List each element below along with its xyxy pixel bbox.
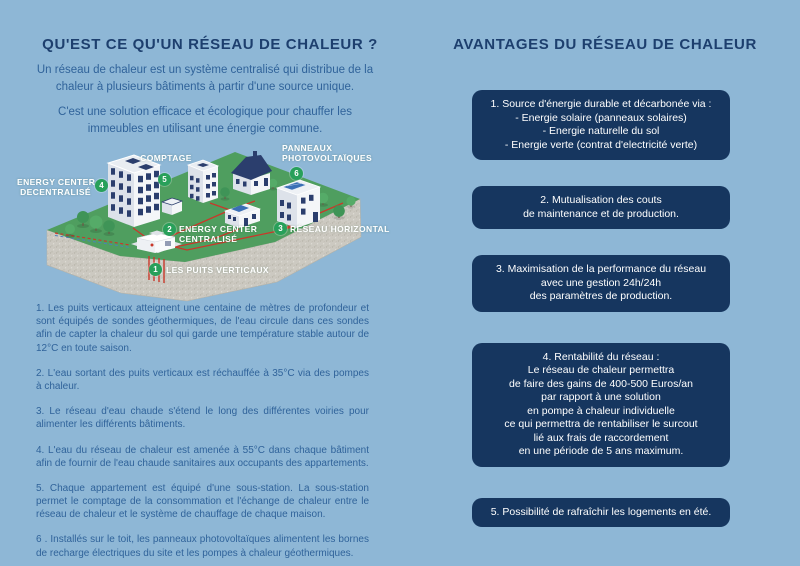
label-number-badge: 4 xyxy=(95,179,108,192)
label-number-badge: 2 xyxy=(163,223,176,236)
advantage-box-2: 2. Mutualisation des couts de maintenance et de production. xyxy=(472,186,730,229)
diagram-label-reseau-horizontal: RÉSEAU HORIZONTAL xyxy=(290,223,390,234)
advantage-box-1: 1. Source d'énergie durable et décarbonée via : - Energie solaire (panneaux solaires) - Energie naturelle du sol - Energie verte (contrat d'electricité verte) xyxy=(472,90,730,160)
numbered-paragraph: 6 . Installés sur le toit, les panneaux photovoltaïques alimentent les bornes de recharge électriques du site et les pompes à chaleur géothermiques. xyxy=(36,534,369,559)
numbered-paragraph: 4. L'eau du réseau de chaleur est amenée à 55°C dans chaque bâtiment afin de fournir de l'eau chaude sanitaires aux occupants des appartements. xyxy=(36,444,369,469)
numbered-paragraph: 5. Chaque appartement est équipé d'une sous-station. La sous-station permet le comptage de la consommation et l'échange de chaleur entre le réseau de chaleur et le système de chauffage de chaque maison. xyxy=(36,482,369,521)
label-number-badge: 1 xyxy=(149,263,162,276)
diagram-label-energy-center-decentralise: ENERGY CENTER DECENTRALISÉ xyxy=(17,177,96,198)
left-panel-title: QU'EST CE QU'UN RÉSEAU DE CHALEUR ? xyxy=(42,36,378,53)
numbered-paragraph: 3. Le réseau d'eau chaude s'étend le long des différentes voiries pour alimenter les différents bâtiments. xyxy=(36,406,369,431)
label-number-badge: 3 xyxy=(274,222,287,235)
intro-paragraph: C'est une solution efficace et écologique pour chauffer les immeubles en utilisant une énergie commune. xyxy=(58,106,352,136)
numbered-paragraph: 2. L'eau sortant des puits verticaux est réchauffée à 35°C via des pompes à chaleur. xyxy=(36,367,369,392)
advantage-boxes xyxy=(472,90,730,527)
district-illustration xyxy=(17,143,415,305)
intro-paragraph: Un réseau de chaleur est un système centralisé qui distribue de la chaleur à plusieurs bâtiments à partir d'une source unique. xyxy=(36,64,374,94)
building-icon xyxy=(108,155,160,227)
building-icon xyxy=(188,160,218,203)
advantage-box-4: 4. Rentabilité du réseau : Le réseau de chaleur permettra de faire des gains de 400-500 Euros/an par rapport à une solution en pompe à chaleur individuelle ce qui permettra de rentabiliser le surcout lié aux frais de raccordement en une période de 5 ans maximum. xyxy=(472,343,730,467)
label-number-badge: 5 xyxy=(158,173,171,186)
advantage-box-5: 5. Possibilité de rafraîchir les logements en été. xyxy=(472,498,730,528)
solar-building-icon xyxy=(277,180,320,228)
diagram-label-energy-center-centralise: ENERGY CENTER CENTRALISÉ xyxy=(179,224,258,245)
diagram-label-comptage: COMPTAGE xyxy=(140,153,192,163)
right-panel-title: AVANTAGES DU RÉSEAU DE CHALEUR xyxy=(453,36,757,53)
numbered-paragraph: 1. Les puits verticaux atteignent une centaine de mètres de profondeur et sont équipés de sondes géothermiques, de l'eau circule dans ces sondes afin de capter la chaleur du sol qui garde une température stable autour de 12°C en toute saison. xyxy=(36,303,369,354)
label-number-badge: 6 xyxy=(290,167,303,180)
diagram-label-panneaux-photovoltaiques: PANNEAUX PHOTOVOLTAÏQUES xyxy=(282,143,373,164)
explanation-paragraphs xyxy=(36,302,369,566)
diagram-label-puits-verticaux: LES PUITS VERTICAUX xyxy=(166,265,270,275)
advantage-box-3: 3. Maximisation de la performance du réseau avec une gestion 24h/24h des paramètres de production. xyxy=(472,255,730,312)
